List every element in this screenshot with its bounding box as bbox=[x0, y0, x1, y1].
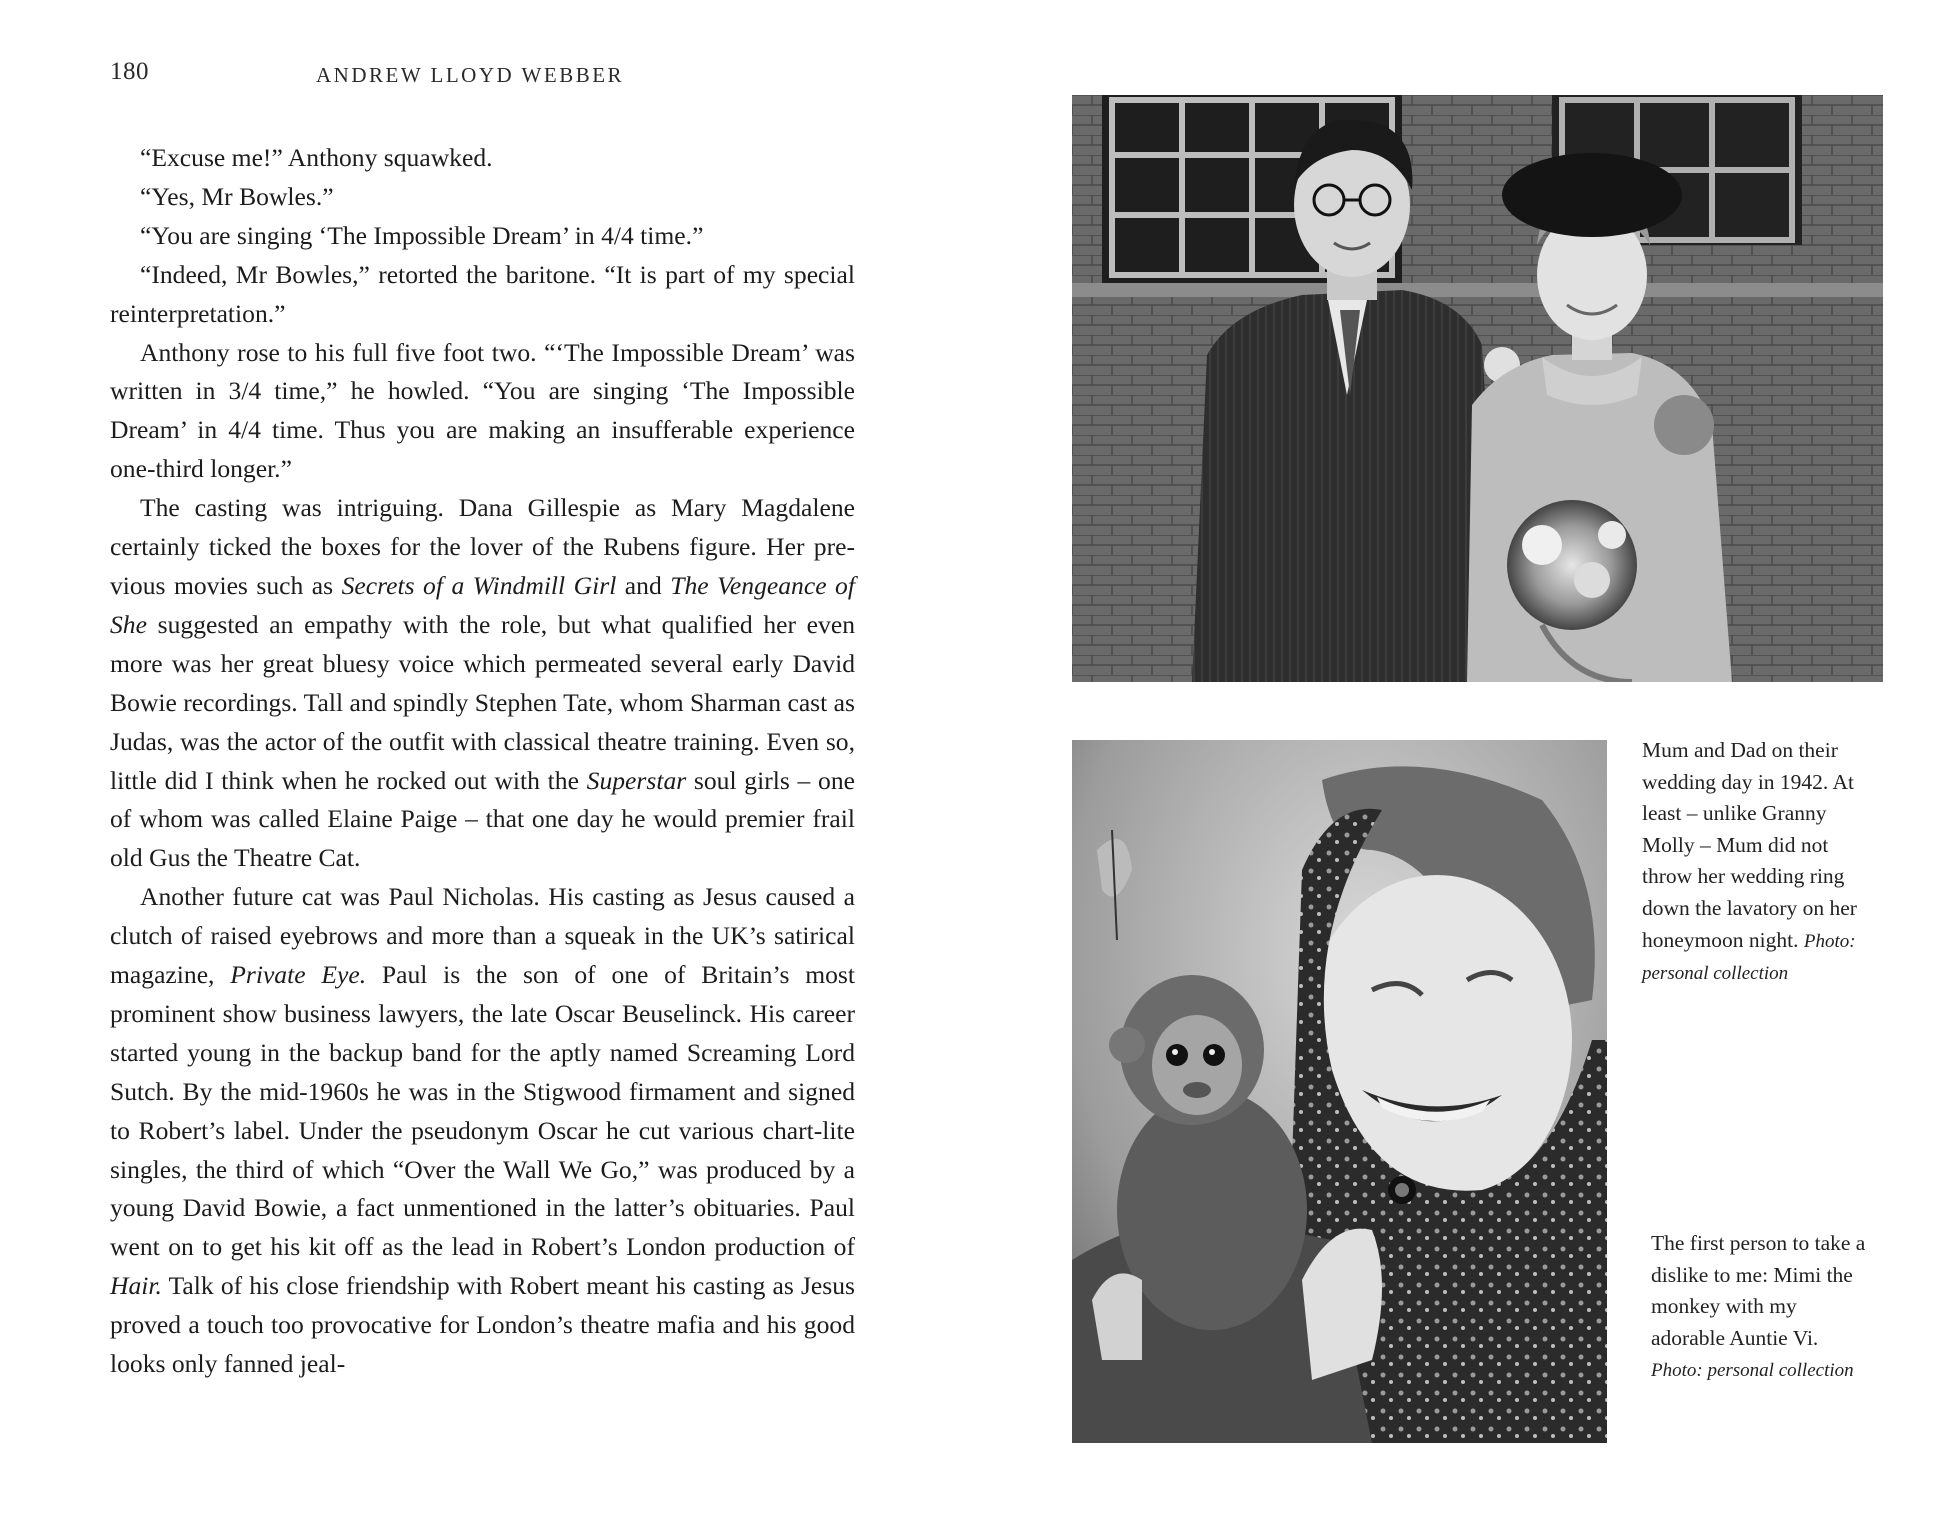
book-title: ANDREW LLOYD WEBBER bbox=[316, 63, 625, 87]
text-run: Talk of his close friendship with Robert meant his casting as Jesus proved a touch too provocative for London’s theatre mafia and his good looks only fanned jeal- bbox=[110, 1271, 855, 1379]
text-run: soul girls – one of whom was called Elaine Paige – that one day he would premier frail old Gus the Theatre Cat. bbox=[110, 765, 855, 873]
wedding-caption bbox=[1642, 735, 1867, 990]
text-run: Paul is the son of one of Britain’s most prominent show business lawyers, the late Oscar Beuselinck. His career started young in the backup band for the aptly named Screaming Lord Sutch. By the mid-1960s he was in the Stigwood firmament and signed to Robert’s label. Under the pseudonym Oscar he cut various chart-lite singles, the third of which “Over the Wall We Go,” was produced by a young David Bowie, a fact unmentioned in the latter’s obituaries. Paul went on to get his kit off as the lead in Robert’s London production of bbox=[110, 960, 855, 1262]
paragraph-7 bbox=[110, 878, 855, 1384]
caption-text: The first person to take a dislike to me: Mimi the monkey with my adorable Auntie Vi. bbox=[1651, 1231, 1866, 1350]
film-title: The Vengeance of She bbox=[110, 570, 855, 639]
right-page bbox=[1000, 0, 1956, 1523]
film-title: Secrets of a Windmill Girl bbox=[341, 570, 617, 600]
show-title: Hair. bbox=[110, 1271, 162, 1301]
monkey-caption bbox=[1651, 1228, 1866, 1387]
body-text bbox=[110, 139, 855, 1384]
page-number: 180 bbox=[110, 58, 149, 85]
text-run: Another future cat was Paul Nicholas. His casting as Jesus caused a clutch of raised eyebrows and more than a squeak in the UK’s satirical magazine, bbox=[110, 882, 855, 990]
caption-text: Mum and Dad on their wedding day in 1942. At least – unlike Granny Molly – Mum did not throw her wedding ring down the lavatory on her honeymoon night. bbox=[1642, 738, 1857, 952]
paragraph-3: “You are singing ‘The Impossible Dream’ in 4/4 time.” bbox=[140, 220, 704, 250]
paragraph-5: Anthony rose to his full five foot two. “‘The Impossible Dream’ was written in 3/4 time,” he howled. “You are singing ‘The Impossible Dream’ in 4/4 time. Thus you are making an insufferable experience one-third longer.” bbox=[110, 337, 855, 484]
wedding-photo-image bbox=[1072, 95, 1883, 682]
paragraph-4: “Indeed, Mr Bowles,” retorted the baritone. “It is part of my special reinterpretation.” bbox=[110, 259, 855, 328]
photo-credit: Photo: personal collection bbox=[1651, 1360, 1854, 1382]
magazine-title: Private Eye. bbox=[230, 960, 367, 990]
photo-credit: Photo: personal collection bbox=[1642, 930, 1856, 985]
text-run: suggested an empathy with the role, but what qualified her even more was her great bluesy voice which permeated several early David Bowie recordings. Tall and spindly Stephen Tate, whom Sharman cast as Judas, was the actor of the outfit with classical theatre training. Even so, little did I think when he rocked out with the bbox=[110, 609, 855, 795]
text-run: The casting was intriguing. Dana Gillespie as Mary Magdalene certainly ticked the boxes for the lover of the Rubens figure. Her previous movies such as bbox=[110, 493, 855, 600]
show-title: Superstar bbox=[586, 765, 687, 795]
paragraph-6 bbox=[110, 489, 855, 878]
text-run: and bbox=[616, 570, 671, 600]
paragraph-1: “Excuse me!” Anthony squawked. bbox=[140, 143, 493, 172]
monkey-photo-image bbox=[1072, 740, 1607, 1443]
wedding-photo bbox=[1072, 95, 1883, 682]
monkey-photo bbox=[1072, 740, 1607, 1443]
paragraph-2: “Yes, Mr Bowles.” bbox=[140, 181, 334, 211]
running-head bbox=[110, 58, 890, 98]
